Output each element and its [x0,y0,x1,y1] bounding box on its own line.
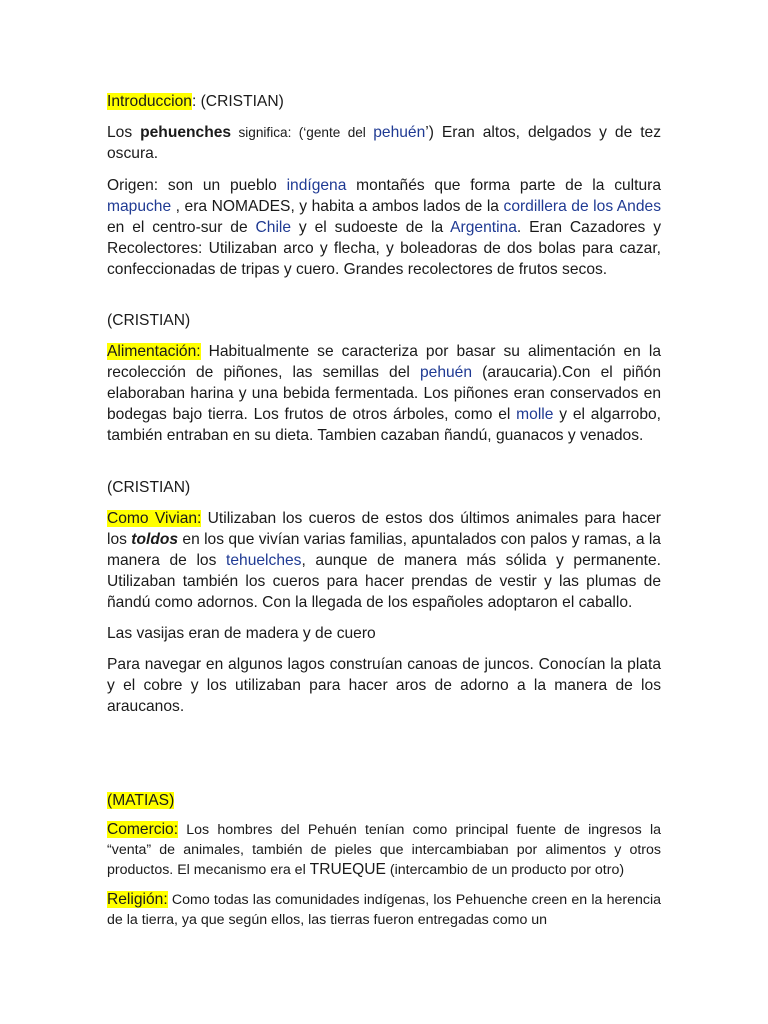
text-run: Utilizaban los cueros de estos dos últimos animales para hacer los [107,510,662,548]
text-run: en los que vivían varias familias, apuntalados con palos y ramas, a la manera de los [107,531,661,569]
text-run: Los [107,124,141,141]
trueque-word: TRUEQUE [309,861,386,878]
text-run: Habitualmente se caracteriza por basar su alimentación en la recolección de piñones, las semillas del [107,343,661,381]
vasijas-paragraph: Las vasijas eran de madera y de cuero [107,625,376,642]
link-chile[interactable]: Chile [255,219,292,236]
matias-label: (MATIAS) [107,792,175,809]
intro-heading [107,91,661,112]
text-run: significa: (‘gente del [231,125,374,140]
link-mapuche[interactable]: mapuche [107,198,172,215]
toldos-bold: toldos [131,531,179,548]
link-indigena[interactable]: indígena [286,177,347,194]
cristian-tag-2: (CRISTIAN) [107,479,191,496]
text-run: , aunque de manera más sólida y permanente. Utilizaban también los cueros para hacer prendas de vestir y las plumas de ñandú como adornos. Con la llegada de los españoles adoptaron el caballo. [107,552,661,611]
vivian-paragraph [107,508,661,613]
text-run: y el algarrobo, también entraban en su dieta. Tambien cazaban ñandú, guanacos y venados. [107,406,661,444]
text-run: Los hombres del Pehuén tenían como principal fuente de ingresos la “venta” de animales, [107,822,661,858]
text-run: en el centro-sur de [107,219,256,236]
text-run: montañés que forma parte de la cultura [346,177,662,194]
text-run: , era NOMADES, y habita a ambos lados de la [171,198,504,215]
text-run: y el sudoeste de la [291,219,451,236]
link-tehuelches[interactable]: tehuelches [226,552,302,569]
religion-paragraph [107,890,661,930]
comercio-paragraph [107,820,661,880]
vivian-label: Como Vivian: [107,510,202,527]
religion-label: Religión: [107,891,168,908]
link-molle[interactable]: molle [516,406,554,423]
text-run: ’) Eran altos, delgados y de tez oscura. [107,124,661,162]
link-cordillera[interactable]: cordillera de los Andes [503,198,661,215]
origen-paragraph [107,175,661,280]
comercio-label: Comercio: [107,821,179,838]
text-run: . Eran Cazadores y Recolectores: Utilizaban arco y flecha, y boleadoras de dos bolas para cazar, confeccionadas de tripas y cuero. Grandes recolectores de frutos secos. [107,219,661,278]
intro-label: Introduccion [107,93,192,110]
pehuenches-paragraph [107,122,661,164]
text-run: también de pieles que intercambiaban por alimentos y otros productos. El mecanismo era el [107,842,661,878]
link-pehuen-2[interactable]: pehuén [419,364,473,381]
link-argentina[interactable]: Argentina [450,219,517,236]
cristian-tag-1: (CRISTIAN) [107,312,191,329]
intro-tag: : (CRISTIAN) [191,93,284,110]
text-run: (intercambio de un producto por otro) [385,862,625,878]
text-run: Origen: son un pueblo [107,177,287,194]
link-pehuen[interactable]: pehuén [373,124,426,141]
text-run: Como todas las comunidades indígenas, los Pehuenche creen en la herencia de la tierra, ya que según ellos, las tierras fueron entregadas como un [107,892,661,928]
alimentacion-label: Alimentación: [107,343,201,360]
matias-tag [107,790,661,811]
pehuenches-bold: pehuenches [140,124,232,141]
navegar-paragraph: Para navegar en algunos lagos construían canoas de juncos. Conocían la plata y el cobre y los utilizaban para hacer aros de adorno a la manera de los araucanos. [107,656,661,715]
alimentacion-paragraph [107,341,661,446]
text-run: (araucaria).Con el piñón elaboraban harina y una bebida fermentada. Los piñones eran conservados en bodegas bajo tierra. Los frutos de otros árboles, como el [107,364,661,423]
